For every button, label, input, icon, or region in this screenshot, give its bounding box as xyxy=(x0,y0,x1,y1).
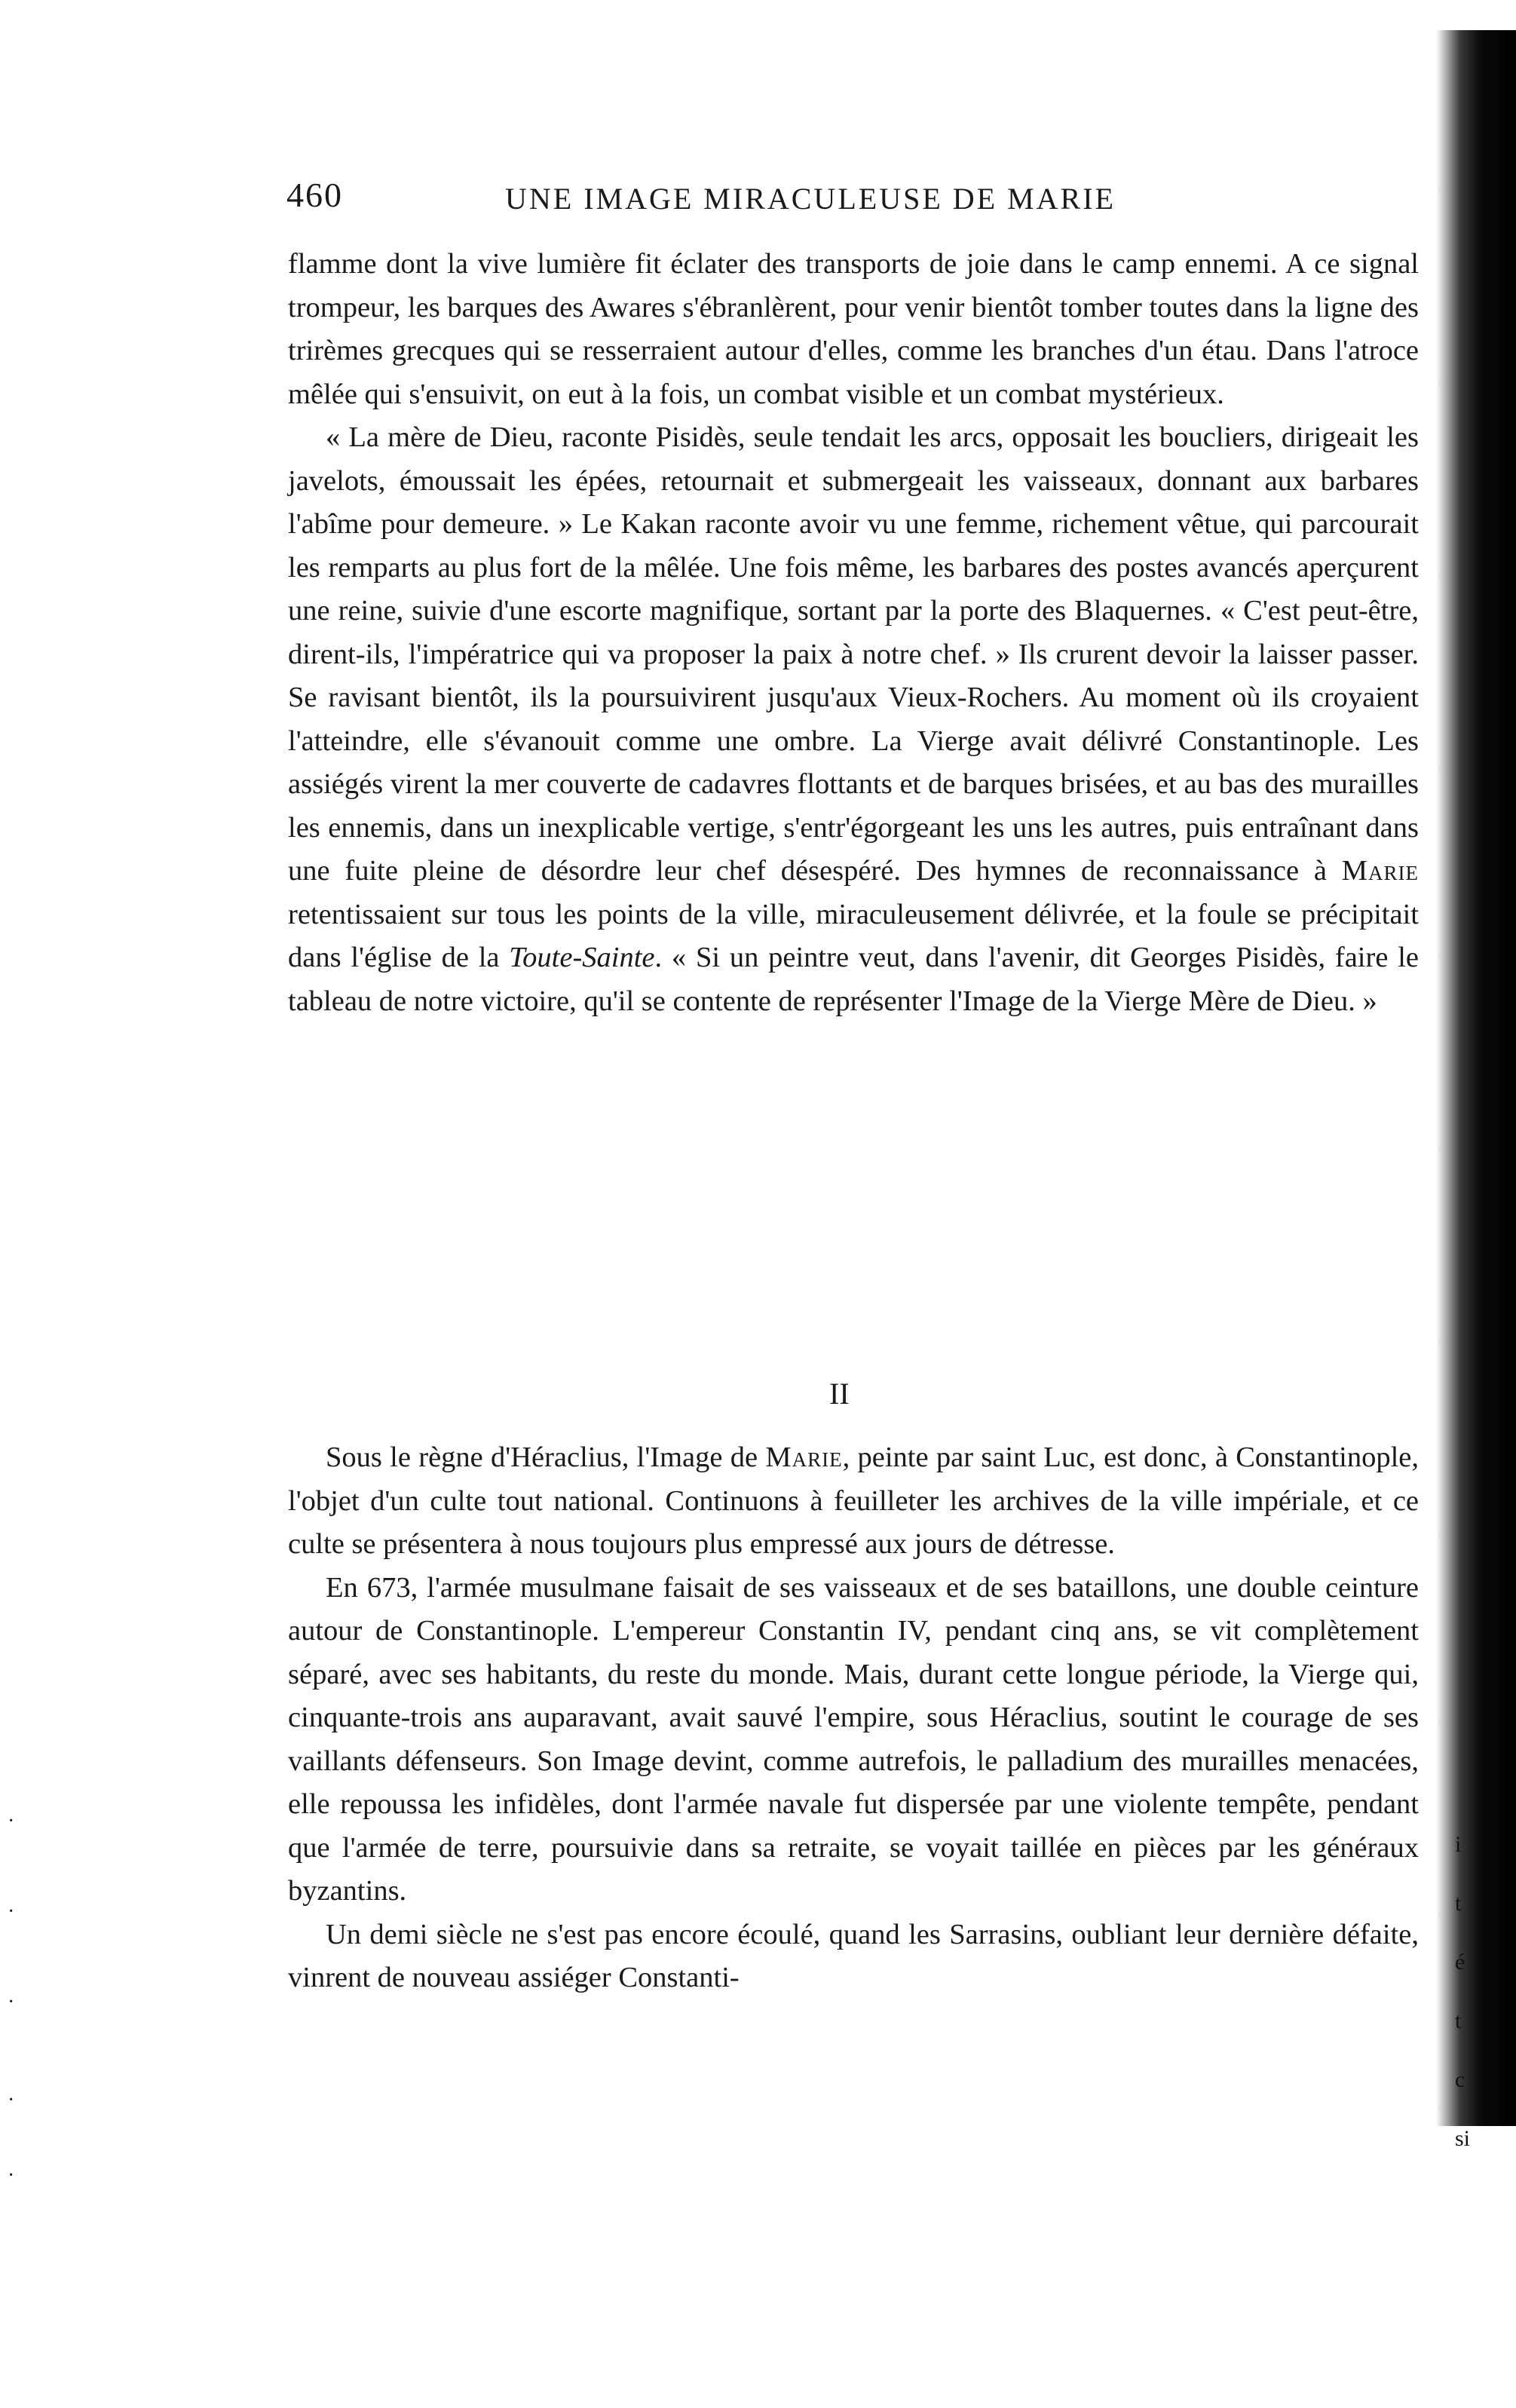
name-marie: Marie xyxy=(765,1441,843,1473)
paragraph: Sous le règne d'Héraclius, l'Image de Marie, peinte par saint Luc, est donc, à Constantinople, l'objet d'un culte tout national. Continuons à feuilleter les archives de la ville impériale, et ce culte se présentera à nous toujours plus empressé aux jours de détresse. xyxy=(288,1441,1419,1560)
section-number: II xyxy=(829,1377,850,1411)
page-header xyxy=(286,175,1417,220)
toute-sainte-italic: Toute-Sainte xyxy=(509,942,655,973)
fragment: t xyxy=(1455,2008,1462,2033)
fragment: t xyxy=(1455,1891,1462,1916)
name-marie: Marie xyxy=(1341,855,1419,887)
running-title: UNE IMAGE MIRACULEUSE DE MARIE xyxy=(505,182,1116,216)
binding-shadow xyxy=(1436,30,1516,2126)
body-text-part2 xyxy=(288,1436,1419,2000)
margin-speck: · xyxy=(8,2164,15,2187)
right-margin-fragments xyxy=(1455,1832,1485,2185)
page-number: 460 xyxy=(286,176,343,214)
left-margin-marks xyxy=(8,1809,38,2408)
margin-speck: · xyxy=(8,1900,15,1923)
margin-speck: · xyxy=(8,2088,15,2112)
margin-speck: · xyxy=(8,1809,15,1833)
fragment: si xyxy=(1455,2126,1471,2151)
fragment: i xyxy=(1455,1832,1462,1857)
body-text-part1 xyxy=(288,243,1419,1023)
margin-speck: · xyxy=(8,1990,15,2014)
fragment: é xyxy=(1455,1950,1465,1974)
fragment: c xyxy=(1455,2067,1465,2092)
paragraph: Un demi siècle ne s'est pas encore écoulé, quand les Sarrasins, oubliant leur dernière défaite, vinrent de nouveau assiéger Constanti- xyxy=(288,1918,1419,1993)
paragraph: « La mère de Dieu, raconte Pisidès, seule tendait les arcs, opposait les boucliers, dirigeait les javelots, émoussait les épées, retournait et submergeait les vaisseaux, donnant aux barbares l'abîme pour demeure. » Le Kakan raconte avoir vu une femme, richement vêtue, qui parcourait les remparts au plus fort de la mêlée. Une fois même, les barbares des postes avancés aperçurent une reine, suivie d'une escorte magnifique, sortant par la porte des Blaquernes. « C'est peut-être, dirent-ils, l'impératrice qui va proposer la paix à notre chef. » Ils crurent devoir la laisser passer. Se ravisant bientôt, ils la poursuivirent jusqu'aux Vieux-Rochers. Au moment où ils croyaient l'atteindre, elle s'évanouit comme une ombre. La Vierge avait délivré Constantinople. Les assiégés virent la mer couverte de cadavres flottants et de barques brisées, et au bas des murailles les ennemis, dans un inexplicable vertige, s'entr'égorgeant les uns les autres, puis entraînant dans une fuite pleine de désordre leur chef désespéré. Des hymnes de reconnaissance à Marie retentissaient sur tous les points de la ville, miraculeusement délivrée, et la foule se précipitait dans l'église de la Toute-Sainte. « Si un peintre veut, dans l'avenir, dit Georges Pisidès, faire le tableau de notre victoire, qu'il se contente de représenter l'Image de la Vierge Mère de Dieu. » xyxy=(288,421,1419,1017)
paragraph: flamme dont la vive lumière fit éclater des transports de joie dans le camp ennemi. A ce signal trompeur, les barques des Awares s'ébranlèrent, pour venir bientôt tomber toutes dans la ligne des trirèmes grecques qui se resserraient autour d'elles, comme les branches d'un étau. Dans l'atroce mêlée qui s'ensuivit, on eut à la fois, un combat visible et un combat mystérieux. xyxy=(288,248,1419,410)
paragraph: En 673, l'armée musulmane faisait de ses vaisseaux et de ses bataillons, une double ceinture autour de Constantinople. L'empereur Constantin IV, pendant cinq ans, se vit complètement séparé, avec ses habitants, du reste du monde. Mais, durant cette longue période, la Vierge qui, cinquante-trois ans auparavant, avait sauvé l'empire, sous Héraclius, soutint le courage de ses vaillants défenseurs. Son Image devint, comme autrefois, le palladium des murailles menacées, elle repoussa les infidèles, dont l'armée navale fut dispersée par une violente tempête, pendant que l'armée de terre, poursuivie dans sa retraite, se voyait taillée en pièces par les généraux byzantins. xyxy=(288,1571,1419,1907)
